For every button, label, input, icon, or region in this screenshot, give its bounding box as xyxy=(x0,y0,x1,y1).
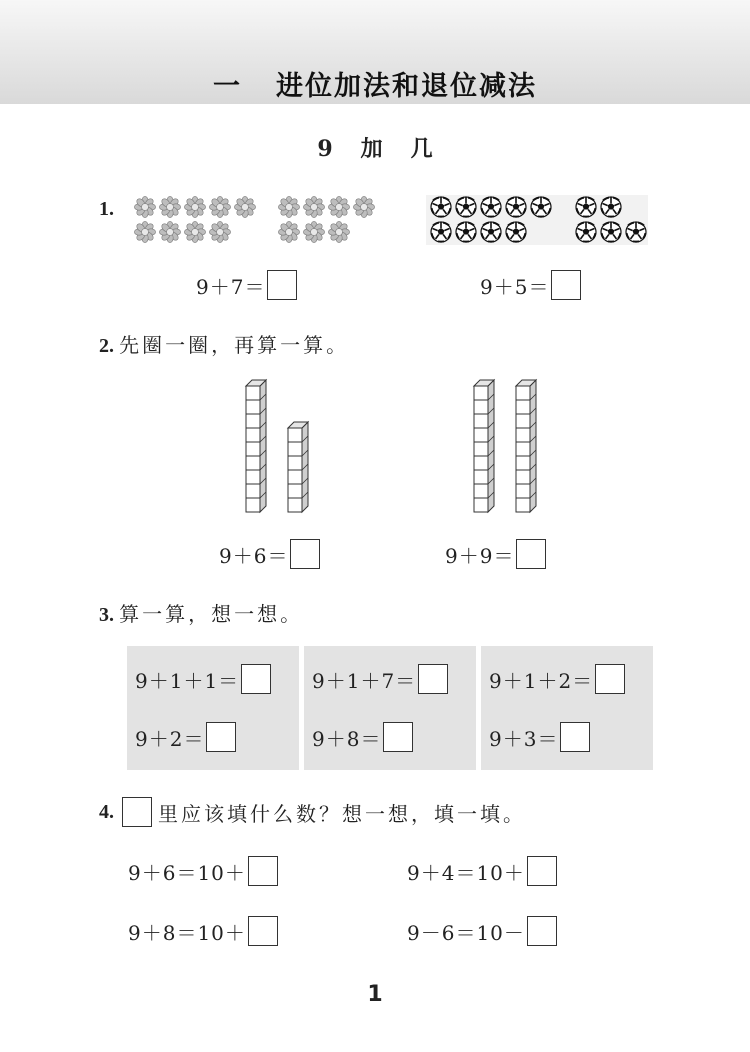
q1-left-equation xyxy=(196,270,297,300)
page-number: 1 xyxy=(367,982,383,1007)
cube-rod-6 xyxy=(288,422,308,512)
sample-box-icon xyxy=(122,797,152,827)
q3-cell-1-bottom: 9＋2＝ xyxy=(135,726,205,751)
football-icon xyxy=(505,196,527,218)
q3-heading xyxy=(99,598,303,627)
chapter-number: 一 xyxy=(213,71,242,102)
flower-icon xyxy=(184,221,206,243)
q3-cell-2-top: 9＋1＋7＝ xyxy=(312,668,417,693)
answer-box[interactable] xyxy=(527,856,557,886)
q1-right-equation xyxy=(480,270,581,300)
chapter-title xyxy=(0,64,750,103)
flower-icon xyxy=(303,196,325,218)
flower-icon xyxy=(328,196,350,218)
q3-cell-3-bottom: 9＋3＝ xyxy=(489,726,559,751)
q2-instruction: 先圈一圈，再算一算。 xyxy=(119,333,350,357)
cube-rod-9 xyxy=(516,380,536,512)
answer-box[interactable] xyxy=(248,856,278,886)
q3-cell-3-top: 9＋1＋2＝ xyxy=(489,668,594,693)
flower-icon xyxy=(278,196,300,218)
q3-cell-1-top: 9＋1＋1＝ xyxy=(135,668,240,693)
answer-box[interactable] xyxy=(560,722,590,752)
flower-icon xyxy=(184,196,206,218)
answer-box[interactable] xyxy=(267,270,297,300)
football-icon xyxy=(480,196,502,218)
q2-number: 2. xyxy=(99,335,114,357)
flower-icon xyxy=(159,196,181,218)
cube-rod-9 xyxy=(474,380,494,512)
q2-heading xyxy=(99,329,349,358)
answer-box[interactable] xyxy=(527,916,557,946)
lesson-title-part1: 加 xyxy=(360,136,383,162)
football-icon xyxy=(480,221,502,243)
q4-instruction: 里应该填什么数？想一想，填一填。 xyxy=(158,801,526,826)
flower-icon xyxy=(134,221,156,243)
flower-icon xyxy=(278,221,300,243)
lesson-title-part2: 几 xyxy=(410,136,433,162)
answer-box[interactable] xyxy=(241,664,271,694)
football-icon xyxy=(625,221,647,243)
q2-left-expr: 9＋6＝ xyxy=(219,543,289,568)
cube-rods-left xyxy=(230,372,330,517)
cube-rods-right xyxy=(460,372,560,517)
flower-icon xyxy=(209,196,231,218)
q4-heading xyxy=(99,797,526,827)
flower-icon xyxy=(209,221,231,243)
football-icon xyxy=(575,221,597,243)
q4-equation-2 xyxy=(407,856,557,886)
flower-icon xyxy=(353,196,375,218)
football-icon xyxy=(600,196,622,218)
q3-cell-2 xyxy=(304,646,476,770)
answer-box[interactable] xyxy=(383,722,413,752)
football-icon xyxy=(505,221,527,243)
football-icon xyxy=(455,221,477,243)
answer-box[interactable] xyxy=(206,722,236,752)
q2-right-equation xyxy=(445,539,546,569)
q3-cell-3 xyxy=(481,646,653,770)
answer-box[interactable] xyxy=(551,270,581,300)
q4-equation-4 xyxy=(407,916,557,946)
football-icon xyxy=(455,196,477,218)
q2-left-equation xyxy=(219,539,320,569)
q3-number: 3. xyxy=(99,604,114,626)
q1-left-expr: 9＋7＝ xyxy=(196,274,266,299)
flower-icon xyxy=(159,221,181,243)
q3-cell-1 xyxy=(127,646,299,770)
chapter-title-text: 进位加法和退位减法 xyxy=(276,71,537,102)
q1-number: 1. xyxy=(99,198,114,220)
q4-expr-3: 9＋8＝10＋ xyxy=(128,920,246,945)
football-icon xyxy=(600,221,622,243)
lesson-number: 9 xyxy=(317,136,333,162)
football-icon xyxy=(575,196,597,218)
lesson-title xyxy=(0,132,750,163)
q4-equation-3 xyxy=(128,916,278,946)
football-icon xyxy=(530,196,552,218)
cube-rod-9 xyxy=(246,380,266,512)
answer-box[interactable] xyxy=(290,539,320,569)
q2-right-expr: 9＋9＝ xyxy=(445,543,515,568)
flower-icon xyxy=(328,221,350,243)
q4-number: 4. xyxy=(99,800,114,823)
q4-equation-1 xyxy=(128,856,278,886)
football-icon xyxy=(430,196,452,218)
flower-icon xyxy=(234,196,256,218)
q1-right-expr: 9＋5＝ xyxy=(480,274,550,299)
football-icon xyxy=(430,221,452,243)
q4-expr-4: 9－6＝10－ xyxy=(407,920,525,945)
flower-icon xyxy=(303,221,325,243)
flower-icon xyxy=(134,196,156,218)
answer-box[interactable] xyxy=(516,539,546,569)
answer-box[interactable] xyxy=(595,664,625,694)
q4-expr-1: 9＋6＝10＋ xyxy=(128,860,246,885)
answer-box[interactable] xyxy=(418,664,448,694)
answer-box[interactable] xyxy=(248,916,278,946)
q4-expr-2: 9＋4＝10＋ xyxy=(407,860,525,885)
q3-cell-2-bottom: 9＋8＝ xyxy=(312,726,382,751)
q3-instruction: 算一算，想一想。 xyxy=(119,602,304,626)
